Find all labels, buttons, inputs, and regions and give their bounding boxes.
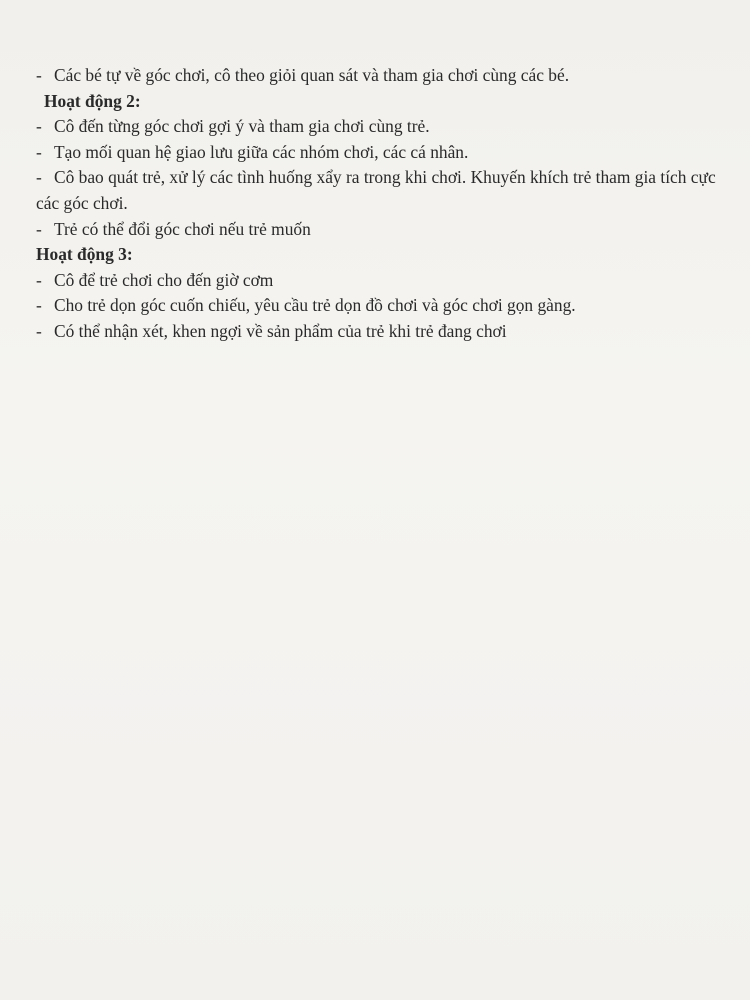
list-item bbox=[36, 293, 736, 319]
bullet-dash: - bbox=[36, 269, 42, 290]
list-item-text: Tạo mối quan hệ giao lưu giữa các nhóm chơi, các cá nhân. bbox=[54, 141, 469, 162]
bullet-dash: - bbox=[36, 167, 42, 188]
bullet-dash: - bbox=[36, 116, 42, 137]
list-item-text: Các bé tự về góc chơi, cô theo giỏi quan sát và tham gia chơi cùng các bé. bbox=[54, 65, 570, 85]
list-item bbox=[36, 268, 736, 294]
document-body bbox=[36, 63, 736, 345]
list-item bbox=[36, 114, 736, 140]
list-item bbox=[36, 63, 736, 89]
list-item-text: Có thể nhận xét, khen ngợi về sản phẩm của trẻ khi trẻ đang chơi bbox=[54, 320, 507, 341]
list-item bbox=[36, 140, 736, 166]
bullet-dash: - bbox=[36, 65, 42, 85]
list-item-text: Trẻ có thể đổi góc chơi nếu trẻ muốn bbox=[54, 218, 311, 239]
list-item-text: Cô đến từng góc chơi gợi ý và tham gia chơi cùng trẻ. bbox=[54, 116, 430, 137]
list-item bbox=[36, 217, 736, 243]
section-heading-hoat-dong-3: Hoạt động 3: bbox=[36, 244, 133, 265]
list-item-text: Cô để trẻ chơi cho đến giờ cơm bbox=[54, 269, 274, 290]
bullet-dash: - bbox=[36, 141, 42, 162]
section-heading-hoat-dong-2: Hoạt động 2: bbox=[44, 90, 141, 111]
list-item bbox=[36, 319, 736, 345]
bullet-dash: - bbox=[36, 295, 42, 316]
list-item-text: Cho trẻ dọn góc cuốn chiếu, yêu cầu trẻ dọn đồ chơi và góc chơi gọn gàng. bbox=[54, 295, 576, 316]
bullet-dash: - bbox=[36, 320, 42, 341]
list-item bbox=[36, 165, 736, 216]
list-item-text: Cô bao quát trẻ, xử lý các tình huống xẩy ra trong khi chơi. Khuyến khích trẻ tham gia tích cực các góc chơi. bbox=[36, 167, 716, 213]
bullet-dash: - bbox=[36, 218, 42, 239]
